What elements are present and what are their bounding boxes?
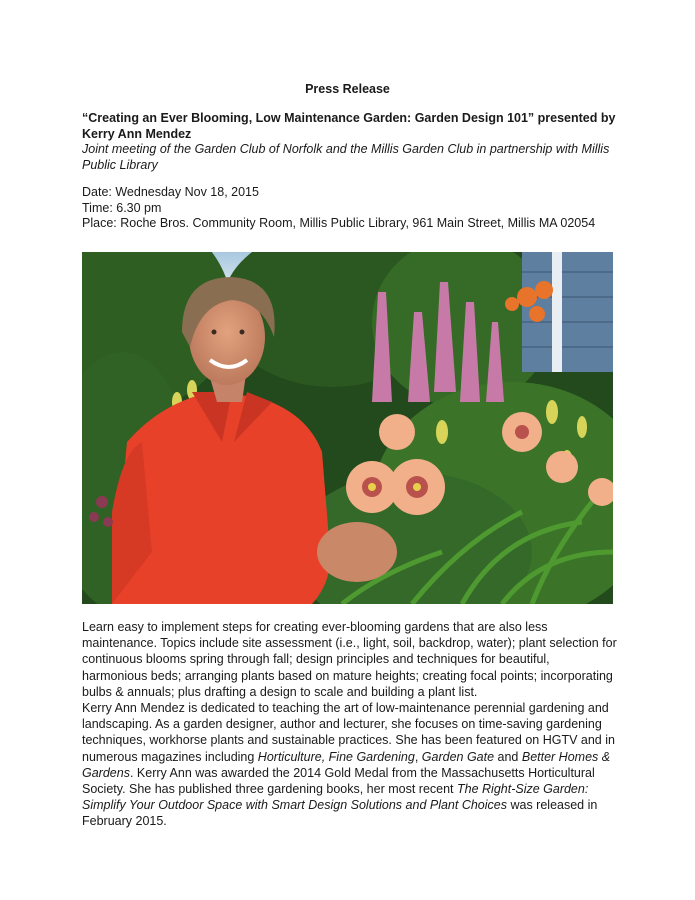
event-subtitle: Joint meeting of the Garden Club of Norfolk and the Millis Garden Club in partnership with Millis Public Library xyxy=(82,142,610,172)
event-time: Time: 6.30 pm xyxy=(82,200,162,215)
bio-text-1: Kerry Ann Mendez is dedicated to teaching the art of low-maintenance perennial gardening and landscaping. As a garden designer, author and lecturer, she focuses on time-saving gardening techniques, workhorse plants and sustainable practices. She has been featured on HGTV and in numerous magazines including xyxy=(82,701,615,764)
description-paragraph: Learn easy to implement steps for creating ever-blooming gardens that are also less maintenance. Topics include site assessment (i.e., light, soil, backdrop, water); plant selection for continuous blooms spring through fall; design principles and techniques for beautiful, harmonious beds; arranging plants based on mature heights; creating focal points; incorporating bulbs & annuals; plus drafting a design to scale and building a plant list. xyxy=(82,620,617,699)
magazine-title-3: Better Homes & Gardens xyxy=(82,749,611,780)
bio-text-5: was released in February 2015. xyxy=(82,798,598,829)
bio-text-2: , xyxy=(414,749,422,764)
event-details xyxy=(82,185,642,232)
magazine-title-2: Garden Gate xyxy=(421,749,495,764)
body-text xyxy=(82,619,617,830)
book-title: The Right-Size Garden: Simplify Your Outdoor Space with Smart Design Solutions and Plant Choices xyxy=(82,782,589,813)
speaker-garden-photo xyxy=(82,252,613,604)
magazine-title-1: Horticulture, Fine Gardening xyxy=(257,749,415,764)
event-title: “Creating an Ever Blooming, Low Maintenance Garden: Garden Design 101” presented by Kerry Ann Mendez xyxy=(82,111,616,141)
event-place: Place: Roche Bros. Community Room, Millis Public Library, 961 Main Street, Millis MA 02054 xyxy=(82,216,596,230)
event-date: Date: Wednesday Nov 18, 2015 xyxy=(82,185,259,199)
page-heading: Press Release xyxy=(305,82,390,96)
bio-paragraph xyxy=(82,700,617,830)
bio-text-3: and xyxy=(494,749,522,764)
bio-text-4: . Kerry Ann was awarded the 2014 Gold Medal from the Massachusetts Horticultural Society. She has published three gardening books, her most recent xyxy=(82,765,595,797)
